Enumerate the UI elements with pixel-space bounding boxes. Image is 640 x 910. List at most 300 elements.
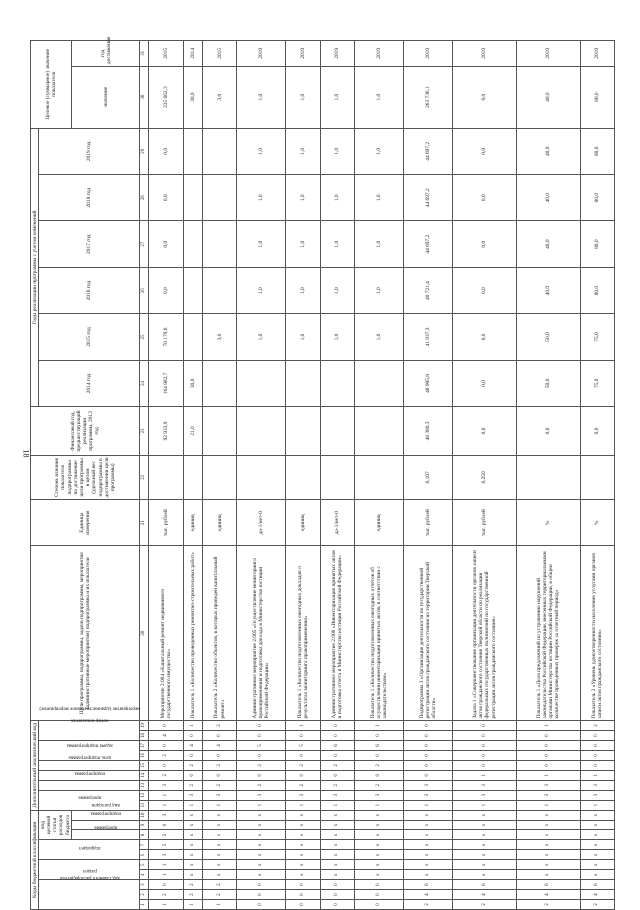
code-cell: 0	[403, 750, 452, 760]
code-cell: x	[354, 860, 403, 870]
readiness-header: Степень влияния показателя подпрограммы на достижение цели программы в целом (удельный вес подпрограммы в достижении цели программы)	[31, 455, 140, 499]
row-value-2019: 44 697,2	[403, 128, 452, 174]
code-cell: x	[237, 870, 286, 880]
row-achieve-year: 2019	[516, 41, 580, 67]
row-name: Административное мероприятие 2.005 «Осуществление мониторинга правоприменения и подготовка доклада в Министерство юстиции Российской Федерации»	[237, 546, 286, 721]
column-index-cell: 7	[140, 840, 149, 850]
code-cell: 0	[516, 740, 580, 750]
row-achieve-year: 2019	[320, 41, 354, 67]
row-value-2017: 40,0	[516, 221, 580, 267]
column-index-cell: 15	[140, 760, 149, 770]
code-cell: 0	[516, 760, 580, 770]
row-value-2018: 1,0	[237, 175, 286, 221]
row-value-2014	[286, 360, 320, 406]
row-value-2019: 80,0	[580, 128, 614, 174]
code-cell: x	[237, 820, 286, 830]
row-readiness	[516, 455, 580, 499]
section-header: раздел	[39, 860, 140, 880]
code-cell: x	[237, 830, 286, 840]
code-cell: x	[403, 830, 452, 840]
code-cell: 2	[203, 760, 237, 770]
code-cell: 2	[354, 780, 403, 790]
row-value-2019	[203, 128, 237, 174]
code-cell: x	[354, 810, 403, 820]
code-cell: 1	[286, 800, 320, 810]
code-cell: 1	[149, 860, 183, 870]
code-cell: 0	[580, 740, 614, 750]
code-cell: 0	[237, 900, 286, 910]
code-cell: 1	[149, 790, 183, 800]
code-cell: x	[453, 870, 517, 880]
indicator-number-header: номер показателя	[39, 721, 140, 741]
row-unit: %	[516, 499, 580, 545]
code-cell: x	[183, 820, 203, 830]
row-value-2018: 1,0	[320, 175, 354, 221]
code-cell: 0	[516, 750, 580, 760]
code-cell: 6	[453, 880, 517, 890]
code-cell: 3	[286, 790, 320, 800]
code-cell: 0	[237, 731, 286, 741]
row-value-2013: 92 933,9	[149, 407, 183, 456]
code-cell: x	[203, 830, 237, 840]
code-cell: 2	[320, 780, 354, 790]
column-index-cell: 14	[140, 770, 149, 780]
row-final-value: 80,0	[580, 66, 614, 128]
code-cell: 0	[203, 750, 237, 760]
row-value-2013: 0,0	[453, 407, 517, 456]
code-cell: 0	[403, 760, 452, 770]
code-cell: x	[516, 820, 580, 830]
code-cell: 2	[237, 780, 286, 790]
column-index-cell: 30	[140, 66, 149, 128]
code-cell: x	[354, 830, 403, 840]
budget-codes-header: Коды бюджетной классификации	[31, 810, 39, 909]
code-cell: x	[237, 860, 286, 870]
row-unit: единиц	[354, 499, 403, 545]
code-cell: x	[354, 870, 403, 880]
header-row-1	[31, 41, 39, 910]
row-value-2015: 41 937,3	[403, 314, 452, 360]
code-cell: x	[203, 840, 237, 850]
table-row	[453, 41, 517, 910]
code-cell: 1	[237, 800, 286, 810]
page-number: 18	[21, 449, 31, 458]
code-cell: x	[516, 850, 580, 860]
column-index-cell: 19	[140, 721, 149, 731]
row-achieve-year: 2019	[403, 41, 452, 67]
code-cell: 3	[453, 790, 517, 800]
row-final-value: 263 736,1	[403, 66, 452, 128]
row-value-2013: 21,0	[183, 407, 203, 456]
code-cell: 6	[354, 740, 403, 750]
code-cell: 5	[149, 840, 183, 850]
code-cell: 4	[183, 740, 203, 750]
row-readiness	[580, 455, 614, 499]
code-cell: 1	[320, 800, 354, 810]
row-achieve-year: 2019	[580, 41, 614, 67]
row-value-2017: 1,0	[286, 221, 320, 267]
code-cell: x	[320, 870, 354, 880]
code-cell: 0	[580, 731, 614, 741]
row-name: Показатель 1 «Количество подготовленных ежегодных докладов о результатах мониторинга правоприменения»	[286, 546, 320, 721]
row-value-2014	[203, 360, 237, 406]
row-unit: да-1/нет-0	[320, 499, 354, 545]
table-row	[580, 41, 614, 910]
code-cell: 2	[403, 900, 452, 910]
code-cell: 1	[453, 770, 517, 780]
code-cell: 3	[453, 780, 517, 790]
code-cell: 2	[286, 780, 320, 790]
code-cell: x	[286, 820, 320, 830]
code-cell: 1	[183, 900, 203, 910]
code-cell: 4	[203, 740, 237, 750]
code-cell: 0	[203, 731, 237, 741]
row-final-value: 1,0	[320, 66, 354, 128]
row-value-2018: 1,0	[354, 175, 403, 221]
row-value-2018: 44 697,2	[403, 175, 452, 221]
year-2016-header: 2016 год	[39, 267, 140, 313]
code-cell: x	[286, 850, 320, 860]
code-cell: 1	[183, 800, 203, 810]
row-unit: тыс. рублей	[453, 499, 517, 545]
code-cell: 0	[320, 770, 354, 780]
row-value-2017: 0,0	[149, 221, 183, 267]
code-cell: x	[286, 870, 320, 880]
code-cell: x	[320, 860, 354, 870]
code-cell: 1	[286, 721, 320, 731]
code-cell: 4	[403, 890, 452, 900]
code-cell: 3	[354, 790, 403, 800]
code-cell: 0	[149, 820, 183, 830]
row-value-2015: 3,0	[203, 314, 237, 360]
year-2017-header: 2017 год	[39, 221, 140, 267]
code-cell: 0	[580, 750, 614, 760]
code-cell: 1	[354, 800, 403, 810]
code-cell: 0	[149, 760, 183, 770]
row-value-2015: 1,0	[320, 314, 354, 360]
code-cell: 0	[516, 731, 580, 741]
row-readiness	[203, 455, 237, 499]
goal-header: цель подпрограммы	[39, 770, 140, 780]
code-cell: 0	[286, 900, 320, 910]
code-cell: 1	[516, 800, 580, 810]
row-achieve-year: 2019	[237, 41, 286, 67]
row-value-2019: 1,0	[320, 128, 354, 174]
code-cell: x	[320, 840, 354, 850]
row-final-value: 0,0	[453, 66, 517, 128]
row-readiness	[320, 455, 354, 499]
row-value-2017: 80,0	[580, 221, 614, 267]
row-value-2018: 40,0	[516, 175, 580, 221]
budget-sub-header: код целевой статьи расходов бюджета	[39, 810, 72, 840]
kgrs-header: код главного распорядителя	[39, 880, 140, 910]
row-value-2016: 0,0	[149, 267, 183, 313]
code-cell: 0	[149, 721, 183, 731]
column-index-cell: 2	[140, 890, 149, 900]
code-cell: 2	[580, 900, 614, 910]
code-cell: x	[183, 840, 203, 850]
code-cell: 1	[403, 800, 452, 810]
row-final-value: 1,0	[354, 66, 403, 128]
code-cell: x	[516, 860, 580, 870]
code-cell: 0	[237, 890, 286, 900]
row-readiness	[237, 455, 286, 499]
row-name: Показатель 2 «Уровень удовлетворенности населения услугами органов записи актов гражданского состояния»	[580, 546, 614, 721]
code-cell: x	[580, 850, 614, 860]
row-name: Задача 1 «Совершенствование организации деятельности органов записи актов гражданского состояния Тверской области по реализации федеральных государственных полномочий по государственной регистрации актов гражданского состояния»	[453, 546, 517, 721]
code-cell: 2	[203, 880, 237, 890]
column-index-cell: 31	[140, 41, 149, 67]
row-final-value: 1,0	[286, 66, 320, 128]
name-header: Цели программы, подпрограммы, задачи подпрограммы, мероприятия (административные мероприятия) подпрограммы и их показатели	[31, 546, 140, 721]
code-cell: 2	[183, 760, 203, 770]
row-value-2018: 0,0	[453, 175, 517, 221]
row-achieve-year: 2019	[453, 41, 517, 67]
row-value-2019: 1,0	[286, 128, 320, 174]
code-cell: 0	[286, 770, 320, 780]
row-value-2017: 1,0	[354, 221, 403, 267]
code-cell: 3	[580, 790, 614, 800]
code-cell: 2	[453, 900, 517, 910]
code-cell: 6	[320, 740, 354, 750]
code-cell: 0	[320, 750, 354, 760]
code-cell: 2	[580, 721, 614, 731]
code-cell: x	[237, 810, 286, 820]
year-2015-header: 2015 год	[39, 314, 140, 360]
code-cell: 3	[149, 850, 183, 860]
code-cell: x	[580, 810, 614, 820]
column-index-cell: 17	[140, 740, 149, 750]
code-cell: 0	[237, 721, 286, 731]
year-2019-header: 2019 год	[39, 128, 140, 174]
row-value-2014	[237, 360, 286, 406]
code-cell: x	[403, 810, 452, 820]
column-index-cell: 9	[140, 820, 149, 830]
code-cell: 1	[149, 870, 183, 880]
measure-header: мероприятие (административное мероприятие)	[39, 740, 140, 760]
row-value-2019	[183, 128, 203, 174]
row-value-2013	[354, 407, 403, 456]
code-cell: 2	[203, 721, 237, 731]
column-index-cell: 16	[140, 750, 149, 760]
code-cell: 4	[453, 890, 517, 900]
row-value-2018: 0,0	[149, 175, 183, 221]
code-cell: 1	[580, 800, 614, 810]
code-cell: x	[237, 840, 286, 850]
code-cell: 1	[149, 900, 183, 910]
column-index-cell: 1	[140, 900, 149, 910]
code-cell: 4	[149, 731, 183, 741]
code-cell: x	[183, 860, 203, 870]
code-cell: x	[320, 820, 354, 830]
code-cell: x	[203, 870, 237, 880]
row-value-2016: 40 721,4	[403, 267, 452, 313]
code-cell: x	[580, 820, 614, 830]
code-cell: 2	[203, 780, 237, 790]
row-value-2013	[286, 407, 320, 456]
subprogram-code-header: подпрограмма	[72, 820, 140, 830]
additional-code-header: Дополнительный аналитический код	[31, 721, 39, 811]
row-value-2013	[203, 407, 237, 456]
code-cell: 4	[516, 890, 580, 900]
code-cell: x	[516, 870, 580, 880]
row-value-2015: 1,0	[354, 314, 403, 360]
column-index-cell: 18	[140, 731, 149, 741]
year-2014-header: 2014 год	[39, 360, 140, 406]
code-cell: 0	[403, 731, 452, 741]
row-value-2013: 0,0	[516, 407, 580, 456]
code-cell: 1	[354, 721, 403, 731]
code-cell: 0	[286, 880, 320, 890]
row-value-2015	[183, 314, 203, 360]
row-value-2017	[203, 221, 237, 267]
row-name: Показатель 2 «Количество объектов, в которых проведен капитальный ремонт»	[203, 546, 237, 721]
column-index-cell: 20	[140, 546, 149, 721]
row-final-value: 235 062,3	[149, 66, 183, 128]
code-cell: 0	[237, 750, 286, 760]
row-value-2018: 1,0	[286, 175, 320, 221]
code-cell: 1	[149, 800, 183, 810]
row-achieve-year: 2014	[183, 41, 203, 67]
code-cell: 6	[580, 880, 614, 890]
code-cell: x	[286, 810, 320, 820]
code-cell: 2	[237, 760, 286, 770]
column-index-cell: 6	[140, 850, 149, 860]
code-cell: 6	[516, 880, 580, 890]
table-body	[149, 41, 615, 910]
code-cell: 3	[149, 810, 183, 820]
code-cell: 2	[183, 780, 203, 790]
row-achieve-year: 2019	[286, 41, 320, 67]
code-cell: 2	[320, 760, 354, 770]
row-unit: единиц	[286, 499, 320, 545]
code-cell: x	[403, 860, 452, 870]
code-cell: 2	[149, 890, 183, 900]
column-index-cell: 21	[140, 499, 149, 545]
code-cell: x	[580, 840, 614, 850]
code-cell: 2	[149, 830, 183, 840]
column-index-cell: 25	[140, 314, 149, 360]
code-cell: 0	[453, 731, 517, 741]
row-value-2014	[320, 360, 354, 406]
code-cell: 0	[453, 740, 517, 750]
code-cell: x	[453, 850, 517, 860]
code-cell: 0	[453, 721, 517, 731]
code-cell: 2	[149, 770, 183, 780]
table-row	[149, 41, 183, 910]
code-cell: 2	[183, 890, 203, 900]
code-cell: 0	[354, 731, 403, 741]
code-cell: 1	[453, 800, 517, 810]
row-readiness	[183, 455, 203, 499]
column-index-cell: 13	[140, 780, 149, 790]
row-value-2019: 1,0	[354, 128, 403, 174]
code-cell: x	[203, 860, 237, 870]
row-value-2016: 1,0	[354, 267, 403, 313]
code-cell: 0	[403, 740, 452, 750]
code-cell: x	[286, 830, 320, 840]
column-index-cell: 3	[140, 880, 149, 890]
table-row	[286, 41, 320, 910]
code-cell: 0	[354, 900, 403, 910]
row-value-2015: 1,0	[237, 314, 286, 360]
column-index-cell: 8	[140, 830, 149, 840]
code-cell: 3	[149, 780, 183, 790]
column-index-cell: 12	[140, 790, 149, 800]
code-cell: x	[453, 840, 517, 850]
row-unit: %	[580, 499, 614, 545]
row-value-2014: 164 882,7	[149, 360, 183, 406]
code-cell: x	[516, 840, 580, 850]
fin-2013-header: Финансовый год, предшествующий реализации программы, 2013 год	[31, 407, 140, 456]
row-value-2016: 0,0	[453, 267, 517, 313]
code-cell: 3	[203, 790, 237, 800]
code-cell: x	[354, 820, 403, 830]
code-cell: 1	[203, 800, 237, 810]
code-cell: x	[403, 870, 452, 880]
code-cell: 0	[183, 750, 203, 760]
code-cell: x	[516, 810, 580, 820]
code-cell: 5	[286, 740, 320, 750]
code-cell: 3	[183, 790, 203, 800]
code-cell: x	[580, 870, 614, 880]
row-name: Мероприятие 2.004 «Капитальный ремонт недвижимого государственного имущества»	[149, 546, 183, 721]
table-row	[237, 41, 286, 910]
column-index-cell: 4	[140, 870, 149, 880]
code-cell: 2	[203, 890, 237, 900]
row-value-2017: 1,0	[237, 221, 286, 267]
table-row	[516, 41, 580, 910]
row-value-2014: 75,0	[580, 360, 614, 406]
code-cell: 3	[320, 790, 354, 800]
row-final-value: 1,0	[237, 66, 286, 128]
code-cell: 0	[149, 880, 183, 890]
row-value-2019: 0,0	[453, 128, 517, 174]
row-value-2017	[183, 221, 203, 267]
row-value-2014: 0,0	[453, 360, 517, 406]
row-value-2015: 70 179,6	[149, 314, 183, 360]
code-cell: 0	[149, 740, 183, 750]
table-row	[183, 41, 203, 910]
row-value-2017: 1,0	[320, 221, 354, 267]
final-value-header: значение	[72, 66, 140, 128]
code-cell: x	[354, 850, 403, 860]
code-cell: 2	[516, 900, 580, 910]
code-cell: 2	[354, 760, 403, 770]
code-cell: 4	[580, 890, 614, 900]
code-cell: 0	[286, 731, 320, 741]
row-value-2015: 75,0	[580, 314, 614, 360]
code-cell: 0	[237, 770, 286, 780]
table-row	[403, 41, 452, 910]
row-name: Показатель 1 «Количество подготовленных ежегодных отчетов об осуществлении инвентаризации принятых актов, в соответствии с законодательством»	[354, 546, 403, 721]
subprogram-header: подпрограмма	[39, 780, 140, 790]
task-header: задача подпрограммы	[39, 760, 140, 770]
row-value-2019: 1,0	[237, 128, 286, 174]
code-cell: 1	[183, 721, 203, 731]
row-value-2015: 1,0	[286, 314, 320, 360]
row-name: Показатель 1 «Количество проведенных ремонтно-строительных работ»	[183, 546, 203, 721]
column-index-cell: 28	[140, 175, 149, 221]
code-cell: 1	[580, 770, 614, 780]
row-value-2014: 50,0	[516, 360, 580, 406]
row-unit: единиц	[203, 499, 237, 545]
budget-table	[30, 36, 615, 910]
code-cell: 3	[403, 780, 452, 790]
code-cell: x	[203, 810, 237, 820]
code-cell: x	[183, 810, 203, 820]
code-cell: x	[403, 820, 452, 830]
